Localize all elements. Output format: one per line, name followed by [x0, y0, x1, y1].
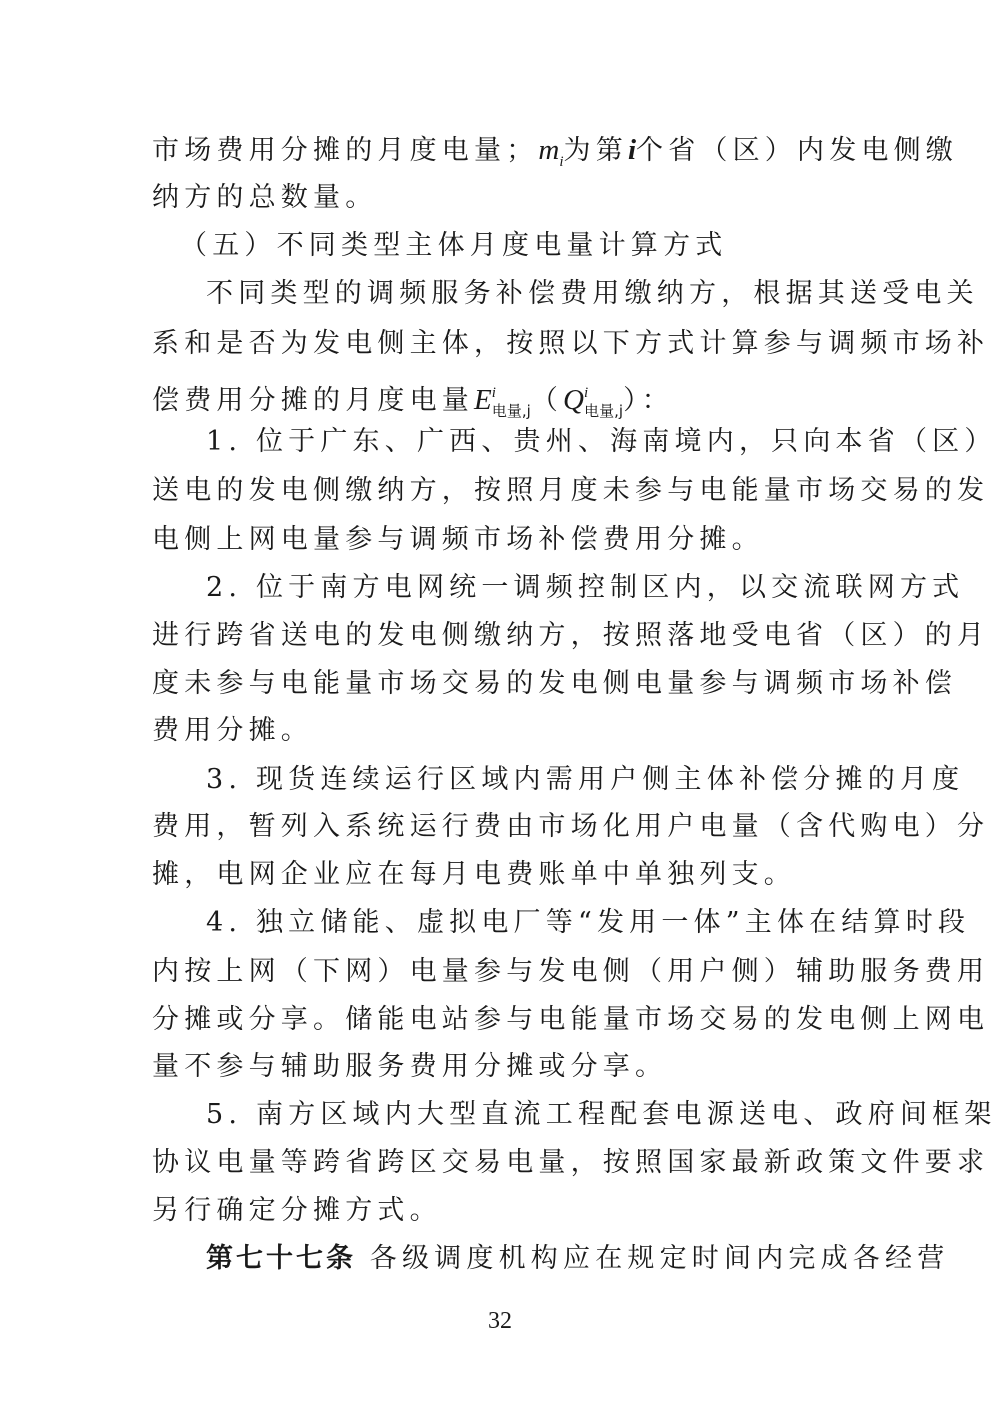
- text-line: 度未参与电能量市场交易的发电侧电量参与调频市场补偿: [152, 668, 957, 699]
- text-line: 进行跨省送电的发电侧缴纳方，按照落地受电省（区）的月: [152, 620, 990, 651]
- section-heading: （五）不同类型主体月度电量计算方式: [180, 230, 728, 261]
- math-variable-m: $m_i$: [538, 134, 564, 170]
- text-line: 系和是否为发电侧主体，按照以下方式计算参与调频市场补: [152, 328, 990, 359]
- text-line: 费用分摊。: [152, 715, 313, 746]
- text-line: 量不参与辅助服务费用分摊或分享。: [152, 1051, 668, 1082]
- text-line: 送电的发电侧缴纳方，按照月度未参与电能量市场交易的发: [152, 475, 990, 506]
- text-fragment: 偿费用分摊的月度电量: [152, 385, 474, 416]
- text-fragment: 个省（区）内发电侧缴: [636, 135, 958, 166]
- article-label: 第七十七条: [206, 1243, 356, 1274]
- text-fragment: 市场费用分摊的月度电量；: [152, 135, 539, 166]
- text-line: 摊，电网企业应在每月电费账单中单独列支。: [152, 859, 796, 890]
- text-line: 电侧上网电量参与调频市场补偿费用分摊。: [152, 524, 764, 555]
- text-fragment: （: [530, 385, 564, 416]
- text-line: 4. 独立储能、虚拟电厂等“发用一体”主体在结算时段: [206, 907, 971, 938]
- page-number: 32: [488, 1308, 512, 1334]
- text-line: 1. 位于广东、广西、贵州、海南境内，只向本省（区）: [206, 426, 997, 457]
- article-line: [206, 1235, 950, 1283]
- text-fragment: 为第: [563, 135, 628, 166]
- text-line: 3. 现货连续运行区域内需用户侧主体补偿分摊的月度: [206, 764, 965, 795]
- text-line: 2. 位于南方电网统一调频控制区内，以交流联网方式: [206, 572, 965, 603]
- math-variable-q: $Q^i_{电量,j}$: [563, 384, 624, 420]
- text-line: 不同类型的调频服务补偿费用缴纳方，根据其送受电关: [206, 278, 979, 309]
- article-text: 各级调度机构应在规定时间内完成各经营: [369, 1243, 950, 1274]
- text-fragment: ）：: [623, 385, 674, 416]
- text-line: 分摊或分享。储能电站参与电能量市场交易的发电侧上网电: [152, 1004, 990, 1035]
- text-line: 费用，暂列入系统运行费由市场化用户电量（含代购电）分: [152, 811, 990, 842]
- text-line: 内按上网（下网）电量参与发电侧（用户侧）辅助服务费用: [152, 956, 990, 987]
- text-line: 另行确定分摊方式。: [152, 1195, 442, 1226]
- math-variable-e: $E^i_{电量,j}$: [474, 384, 531, 420]
- text-line: 协议电量等跨省跨区交易电量，按照国家最新政策文件要求: [152, 1147, 990, 1178]
- math-variable-i: i: [627, 134, 636, 166]
- text-line: 5. 南方区域内大型直流工程配套电源送电、政府间框架: [206, 1099, 997, 1130]
- text-line: 纳方的总数量。: [152, 182, 378, 213]
